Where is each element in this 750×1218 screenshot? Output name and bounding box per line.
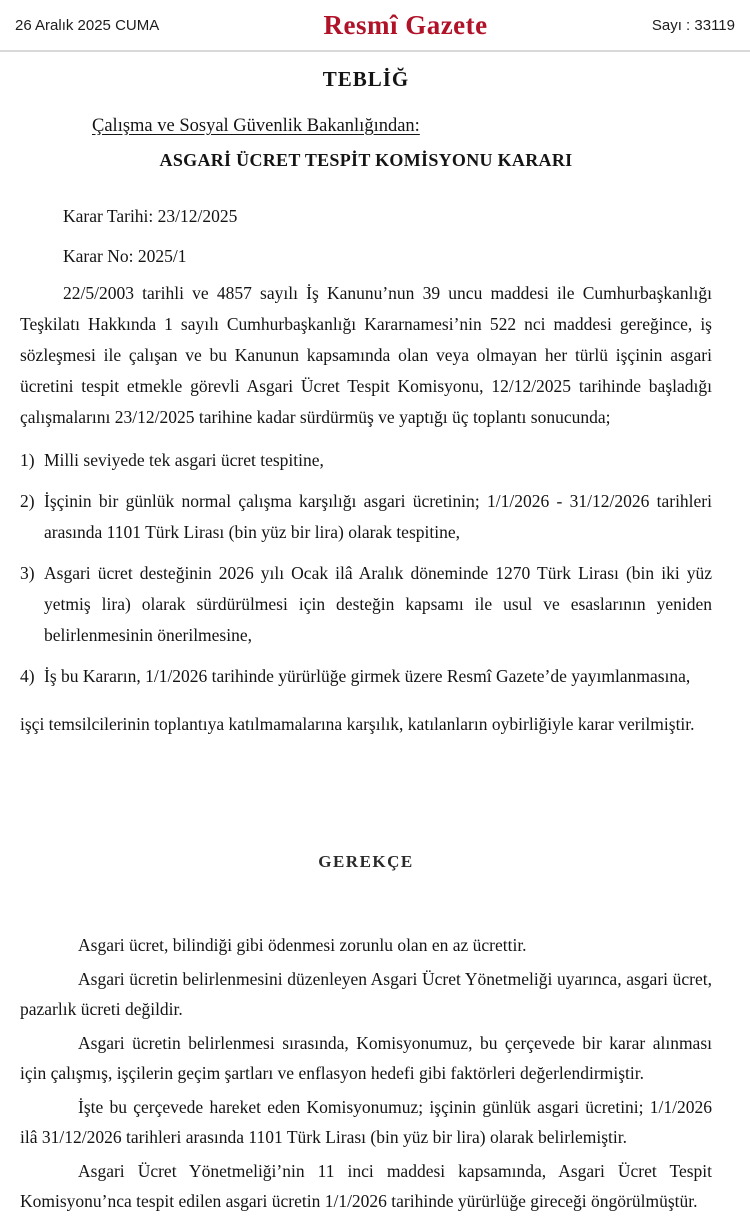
item-number: 1) (20, 450, 35, 470)
decision-list (20, 445, 712, 692)
item-text: Asgari ücret desteğinin 2026 yılı Ocak ilâ Aralık döneminde 1270 Türk Lirası (bin iki yüz yetmiş lira) olarak sürdürülmesi için desteğin kapsamı ile usul ve esaslarının yeniden belirlenmesinin önerilmesine, (44, 563, 712, 645)
item-text: İşçinin bir günlük normal çalışma karşılığı asgari ücretinin; 1/1/2026 - 31/12/2026 tarihleri arasında 1101 Türk Lirası (bin yüz bir lira) olarak tespitine, (44, 491, 712, 542)
item-number: 4) (20, 666, 35, 686)
gazette-title: Resmî Gazete (323, 10, 488, 40)
decision-item-4 (20, 661, 712, 692)
rationale-paragraph-4: İşte bu çerçevede hareket eden Komisyonumuz; işçinin günlük asgari ücretini; 1/1/2026 ilâ 31/12/2026 tarihleri arasında 1101 Türk Lirası (bin yüz bir lira) olarak belirlemiştir. (20, 1097, 712, 1147)
decision-date: Karar Tarihi: 23/12/2025 (63, 206, 238, 226)
rationale-heading: GEREKÇE (318, 852, 414, 871)
issue-number: Sayı : 33119 (651, 17, 735, 34)
decision-title: ASGARİ ÜCRET TESPİT KOMİSYONU KARARI (159, 150, 573, 170)
item-text: İş bu Kararın, 1/1/2026 tarihinde yürürlüğe girmek üzere Resmî Gazete’de yayımlanmasına, (44, 666, 691, 686)
masthead (0, 0, 750, 52)
item-text: Milli seviyede tek asgari ücret tespitine, (44, 450, 324, 470)
decision-item-1 (20, 445, 712, 476)
ministry-line: Çalışma ve Sosyal Güvenlik Bakanlığından: (92, 116, 420, 136)
rationale-paragraph-2: Asgari ücretin belirlenmesini düzenleyen Asgari Ücret Yönetmeliği uyarınca, asgari ücret, pazarlık ücreti değildir. (20, 969, 712, 1019)
item-number: 2) (20, 491, 35, 511)
item-number: 3) (20, 563, 35, 583)
section-heading: TEBLİĞ (322, 67, 410, 91)
decision-number: Karar No: 2025/1 (63, 246, 187, 266)
rationale-section (20, 930, 712, 1216)
gazette-date: 26 Aralık 2025 CUMA (15, 17, 160, 34)
closing-paragraph: işçi temsilcilerinin toplantıya katılmamalarına karşılık, katılanların oybirliğiyle karar verilmiştir. (20, 714, 695, 734)
decision-item-3 (20, 558, 712, 651)
intro-paragraph: 22/5/2003 tarihli ve 4857 sayılı İş Kanunu’nun 39 uncu maddesi ile Cumhurbaşkanlığı Teşkilatı Hakkında 1 sayılı Cumhurbaşkanlığı Kararnamesi’nin 522 nci maddesi gereğince, iş sözleşmesi ile çalışan ve bu Kanunun kapsamında olan veya olmayan her türlü işçinin asgari ücretini tespit etmekle görevli Asgari Ücret Tespit Komisyonu, 12/12/2025 tarihinde başladığı çalışmalarını 23/12/2025 tarihine kadar sürdürmüş ve yaptığı üç toplantı sonucunda; (20, 283, 712, 427)
rationale-paragraph-5: Asgari Ücret Yönetmeliği’nin 11 inci maddesi kapsamında, Asgari Ücret Tespit Komisyonu’nca tespit edilen asgari ücretin 1/1/2026 tarihinde yürürlüğe gireceği öngörülmüştür. (20, 1161, 712, 1211)
decision-item-2 (20, 486, 712, 548)
rationale-paragraph-1: Asgari ücret, bilindiği gibi ödenmesi zorunlu olan en az ücrettir. (78, 935, 527, 955)
rationale-paragraph-3: Asgari ücretin belirlenmesi sırasında, Komisyonumuz, bu çerçevede bir karar alınması için çalışmış, işçilerin geçim şartları ve enflasyon hedefi gibi faktörleri değerlendirmiştir. (20, 1033, 712, 1083)
document-body (0, 67, 750, 1216)
